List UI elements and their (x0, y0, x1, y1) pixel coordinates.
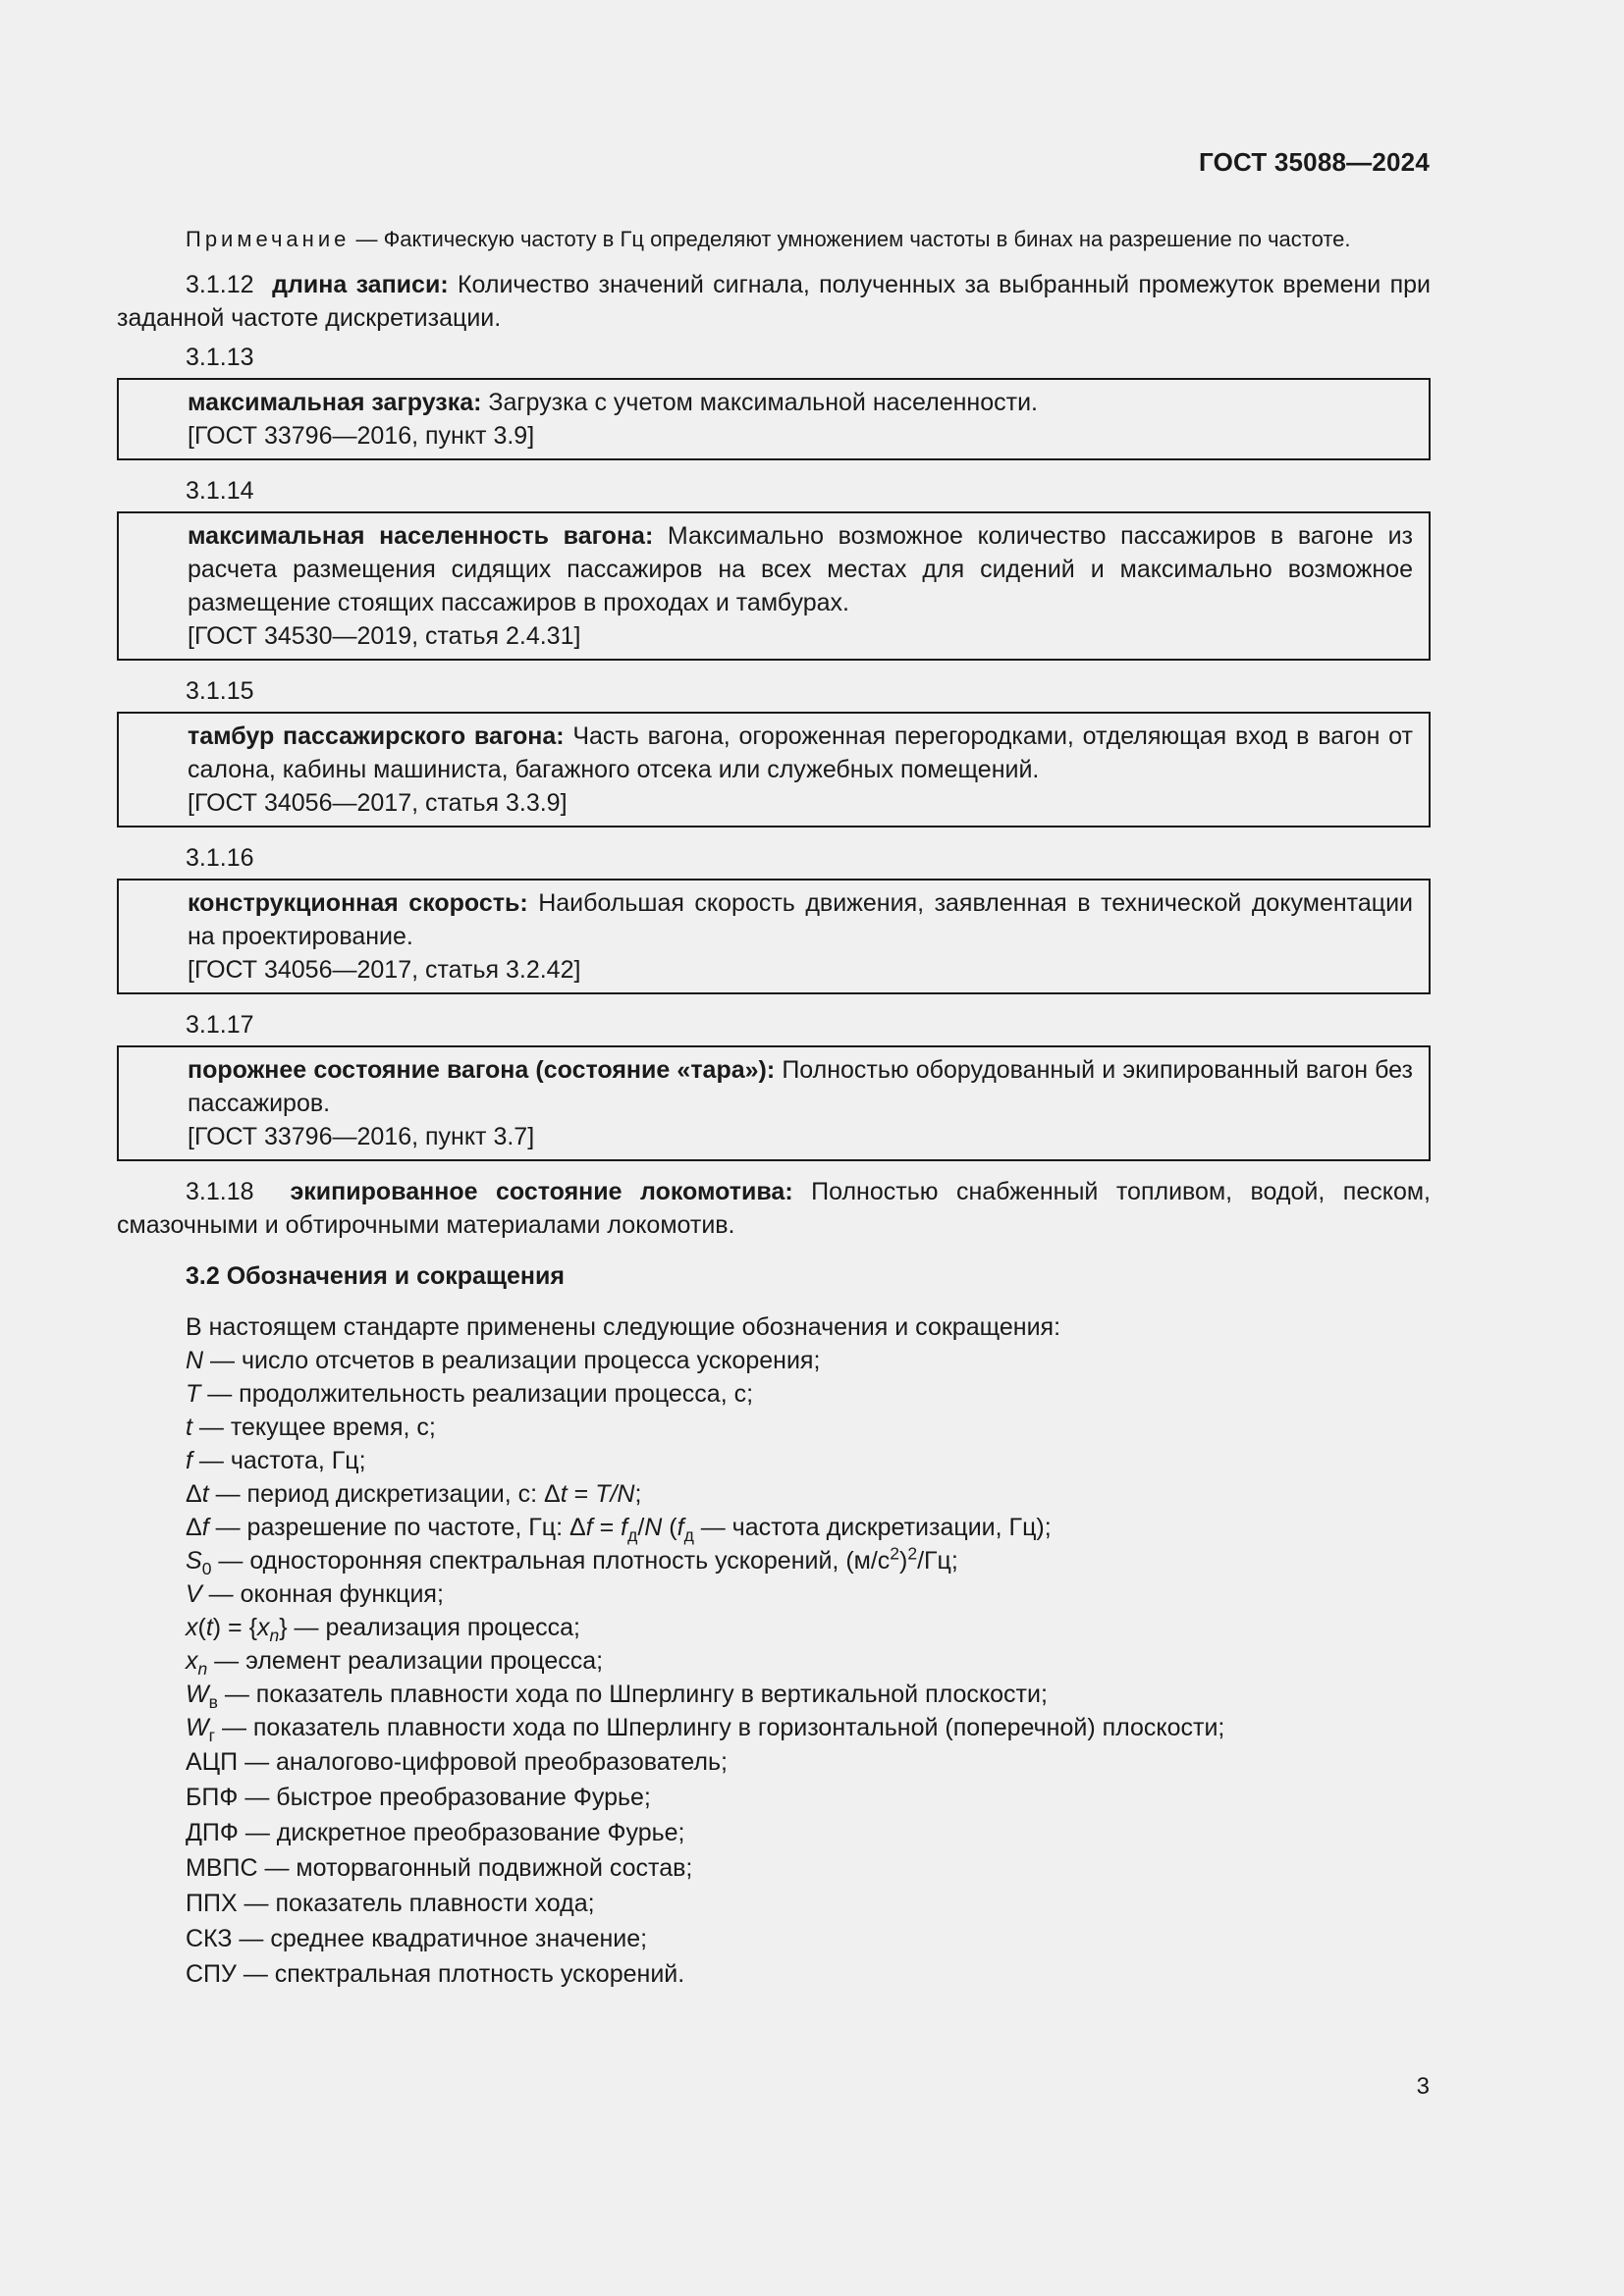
symbol-item-xn: $x_n$ — элемент реализации процесса; (186, 1647, 604, 1679)
note (117, 224, 1431, 254)
symbol-item-Wv: $W_в$ — показатель плавности хода по Шперлингу в вертикальной плоскости; (186, 1681, 1048, 1712)
term-number-3-1-13: 3.1.13 (186, 344, 254, 371)
term-box-3-1-14 (117, 511, 1431, 661)
term-reference: [ГОСТ 34056—2017, статья 3.2.42] (188, 956, 581, 984)
term-definition: порожнее состояние вагона (состояние «тара»): Полностью оборудованный и экипированный вагон без пассажиров. (188, 1056, 1413, 1117)
term-reference: [ГОСТ 34530—2019, статья 2.4.31] (188, 622, 581, 650)
abbreviation-item: ДПФ — дискретное преобразование Фурье; (186, 1819, 685, 1846)
term-name: порожнее состояние вагона (состояние «тара»): (188, 1056, 776, 1084)
symbol-item-N: N — число отсчетов в реализации процесса ускорения; (186, 1347, 821, 1374)
term-reference: [ГОСТ 33796—2016, пункт 3.9] (188, 422, 535, 450)
term-name: экипированное состояние локомотива: (290, 1178, 793, 1205)
symbol-item-delta-f: Δf — разрешение по частоте, Гц: $\Delta f = f_д/N$ ($f_д$ — частота дискретизации, Гц); (186, 1514, 1052, 1545)
term-number-3-1-16: 3.1.16 (186, 844, 254, 872)
term-definition: конструкционная скорость: Наибольшая скорость движения, заявленная в технической документации на проектирование. (188, 889, 1413, 950)
term-name: длина записи: (272, 271, 449, 298)
term-number-3-1-17: 3.1.17 (186, 1011, 254, 1039)
symbol-item-T: T — продолжительность реализации процесса, с; (186, 1380, 754, 1408)
note-label: Примечание (186, 227, 351, 251)
term-definition: тамбур пассажирского вагона: Часть вагона, огороженная перегородками, отделяющая вход в вагон от салона, кабины машиниста, багажного отсека или служебных помещений. (188, 722, 1413, 783)
abbreviation-item: СПУ — спектральная плотность ускорений. (186, 1960, 685, 1988)
abbreviation-item: СКЗ — среднее квадратичное значение; (186, 1925, 648, 1952)
term-box-3-1-16 (117, 879, 1431, 994)
term-number: 3.1.18 (186, 1178, 254, 1205)
term-number-3-1-15: 3.1.15 (186, 677, 254, 705)
term-name: конструкционная скорость: (188, 889, 528, 917)
term-number: 3.1.12 (186, 271, 254, 298)
term-box-3-1-17 (117, 1045, 1431, 1161)
term-box-3-1-13 (117, 378, 1431, 460)
term-name: максимальная населенность вагона: (188, 522, 654, 550)
term-name: максимальная загрузка: (188, 389, 482, 416)
term-definition: максимальная загрузка: Загрузка с учетом максимальной населенности. (188, 389, 1038, 416)
symbols-intro: В настоящем стандарте применены следующие обозначения и сокращения: (186, 1313, 1061, 1341)
symbol-item-f: f — частота, Гц; (186, 1447, 366, 1474)
abbreviation-item: МВПС — моторвагонный подвижной состав; (186, 1854, 693, 1882)
term-number-3-1-14: 3.1.14 (186, 477, 254, 505)
abbreviation-item: ППХ — показатель плавности хода; (186, 1890, 595, 1917)
term-definition: Полностью снабженный топливом, водой, песком, смазочными и обтирочными материалами локомотив. (117, 1178, 1431, 1239)
term-3-1-12 (117, 268, 1431, 335)
symbol-item-t: t — текущее время, с; (186, 1414, 436, 1441)
symbol-item-S0: $S_0$ — односторонняя спектральная плотность ускорений, $(м/с^2)^2/Гц$; (186, 1543, 958, 1578)
note-text: — Фактическую частоту в Гц определяют умножением частоты в бинах на разрешение по частоте. (350, 227, 1351, 251)
symbol-item-Wg: $W_г$ — показатель плавности хода по Шперлингу в горизонтальной (поперечной) плоскости; (186, 1714, 1225, 1745)
page-number: 3 (1416, 2073, 1430, 2100)
term-definition: максимальная населенность вагона: Максимально возможное количество пассажиров в вагоне из расчета размещения сидящих пассажиров на всех местах для сидений и максимально возможное размещение стоящих пассажиров в проходах и тамбурах. (188, 522, 1413, 616)
term-name: тамбур пассажирского вагона: (188, 722, 565, 750)
term-definition: Количество значений сигнала, полученных за выбранный промежуток времени при заданной частоте дискретизации. (117, 271, 1431, 332)
symbol-item-delta-t: Δt — период дискретизации, с: Δt = T/N; (186, 1480, 642, 1508)
symbol-item-x-t: $x(t) = \{x_n\}$ — реализация процесса; (186, 1614, 580, 1645)
section-heading-3-2: 3.2 Обозначения и сокращения (186, 1262, 565, 1290)
term-box-3-1-15 (117, 712, 1431, 828)
term-reference: [ГОСТ 34056—2017, статья 3.3.9] (188, 789, 568, 817)
symbols-list (117, 1344, 1431, 1992)
symbol-item-V: V — оконная функция; (186, 1580, 444, 1608)
abbreviation-item: БПФ — быстрое преобразование Фурье; (186, 1784, 651, 1811)
document-header: ГОСТ 35088—2024 (1199, 147, 1430, 177)
page-content (117, 224, 1431, 1992)
term-reference: [ГОСТ 33796—2016, пункт 3.7] (188, 1123, 535, 1150)
abbreviation-item: АЦП — аналогово-цифровой преобразователь; (186, 1748, 728, 1776)
term-3-1-18 (117, 1175, 1431, 1242)
